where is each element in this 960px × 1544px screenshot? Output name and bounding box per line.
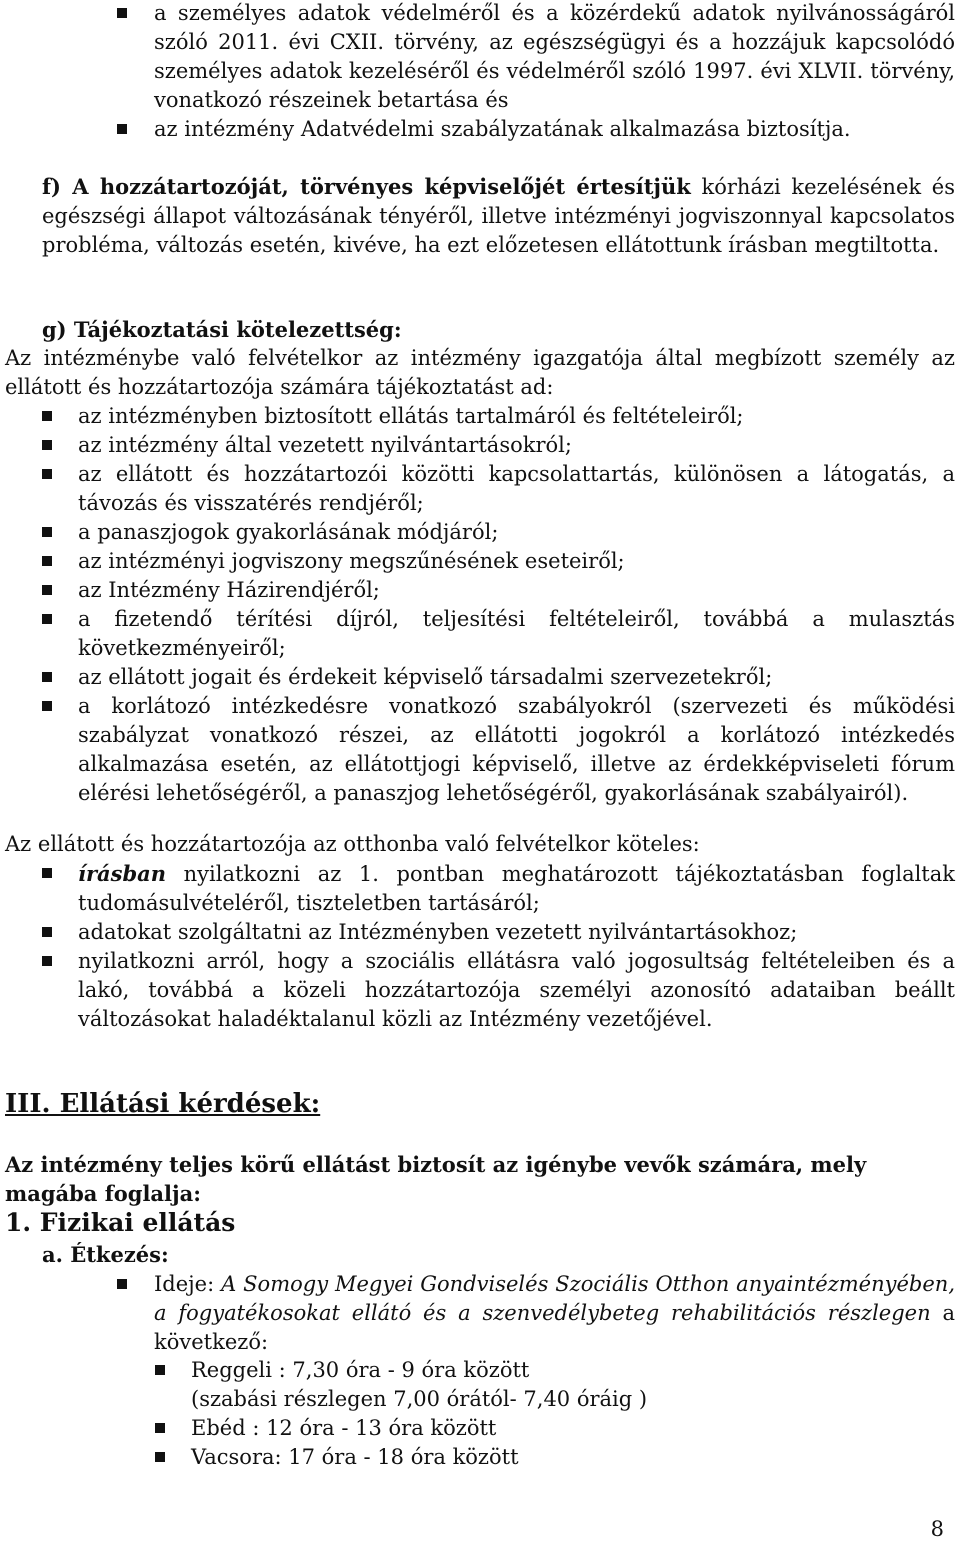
bullet-square-icon — [42, 672, 52, 682]
list-item — [155, 1414, 955, 1443]
section-g-heading: g) Tájékoztatási kötelezettség: — [42, 317, 402, 342]
list-item — [155, 1443, 955, 1472]
section-f-lead: f) A hozzátartozóját, törvényes képviselőjét értesítjük — [42, 174, 691, 199]
list-item: az intézményben biztosított ellátás tartalmáról és feltételeiről; — [42, 402, 955, 431]
page-number: 8 — [930, 1517, 944, 1541]
breakfast-note: (szabási részlegen 7,00 órától- 7,40 óráig ) — [191, 1387, 648, 1411]
meals-time-list — [117, 1270, 955, 1357]
bullet-square-icon — [42, 411, 52, 421]
bullet-square-icon — [42, 614, 52, 624]
bullet-square-icon — [42, 868, 52, 878]
bullet-square-icon — [155, 1452, 165, 1462]
bullet-square-icon — [155, 1423, 165, 1433]
section-iii-heading: III. Ellátási kérdések: — [5, 1089, 321, 1119]
list-item: a korlátozó intézkedésre vonatkozó szabályokról (szervezeti és működési szabályzat vonatkozó részei, az ellátotti jogokról a korlátozó intézkedés alkalmazása esetén, az ellátottjogi képviselő, illetve az érdekképviseleti fórum elérési lehetőségéről, a panaszjog lehetőségéről, gyakorlásának szabályairól). — [42, 692, 955, 808]
list-item: adatokat szolgáltatni az Intézményben vezetett nyilvántartásokhoz; — [42, 918, 955, 947]
obligations-intro: Az ellátott és hozzátartozója az otthonba való felvételkor köteles: — [5, 832, 700, 856]
section-g-intro: Az intézménybe való felvételkor az intézmény igazgatója által megbízott személy az ellátott és hozzátartozója számára tájékoztatást ad: — [5, 346, 955, 399]
bullet-square-icon — [155, 1365, 165, 1375]
information-list — [42, 402, 955, 808]
bullet-square-icon — [117, 8, 127, 18]
data-protection-list — [117, 0, 955, 144]
section-f-paragraph — [42, 172, 955, 260]
list-item: a panaszjogok gyakorlásának módjáról; — [42, 518, 955, 547]
bullet-square-icon — [42, 927, 52, 937]
dinner-time: Vacsora: 17 óra - 18 óra között — [191, 1445, 519, 1469]
bullet-square-icon — [42, 701, 52, 711]
list-item: az intézményi jogviszony megszűnésének eseteiről; — [42, 547, 955, 576]
bullet-square-icon — [42, 469, 52, 479]
bullet-square-icon — [42, 956, 52, 966]
list-item: nyilatkozni arról, hogy a szociális ellátásra való jogosultság feltételeiben és a lakó, továbbá a közeli hozzátartozója személyi azonosító adataiban beállt változásokat haladéktalanul közli az Intézmény vezetőjével. — [42, 947, 955, 1034]
institution-name: A Somogy Megyei Gondviselés Szociális Otthon anyaintézményében, a fogyatékosokat ellátó és a szenvedélybeteg rehabilitációs részlegen — [154, 1272, 955, 1325]
list-item: a személyes adatok védelméről és a közérdekű adatok nyilvánosságáról szóló 2011. évi CXII. törvény, az egészségügyi és a hozzájuk kapcsolódó személyes adatok kezeléséről és védelméről szóló 1997. évi XLVII. törvény, vonatkozó részeinek betartása és — [117, 0, 955, 115]
bullet-square-icon — [42, 527, 52, 537]
physical-care-heading: 1. Fizikai ellátás — [5, 1208, 236, 1237]
section-iii-intro: Az intézmény teljes körű ellátást biztosít az igénybe vevők számára, mely magába foglalja: — [5, 1152, 867, 1206]
list-item: Ideje: A Somogy Megyei Gondviselés Szociális Otthon anyaintézményében, a fogyatékosokat ellátó és a szenvedélybeteg rehabilitációs részlegen a következő: — [117, 1270, 955, 1357]
list-item: az intézmény által vezetett nyilvántartásokról; — [42, 431, 955, 460]
bullet-square-icon — [42, 585, 52, 595]
list-item: az ellátott jogait és érdekeit képviselő társadalmi szervezetekről; — [42, 663, 955, 692]
emphasis-in-writing: írásban — [78, 861, 167, 886]
obligations-list — [42, 859, 955, 1034]
bullet-square-icon — [42, 556, 52, 566]
list-item: írásban nyilatkozni az 1. pontban meghatározott tájékoztatásban foglaltak tudomásulvételéről, tiszteletben tartásáról; — [42, 859, 955, 918]
list-item: az ellátott és hozzátartozói közötti kapcsolattartás, különösen a látogatás, a távozás és visszatérés rendjéről; — [42, 460, 955, 518]
breakfast-time: Reggeli : 7,30 óra - 9 óra között — [191, 1358, 530, 1382]
bullet-square-icon — [42, 440, 52, 450]
list-item: a fizetendő térítési díjról, teljesítési feltételeiről, továbbá a mulasztás következményeiről; — [42, 605, 955, 663]
list-item: az intézmény Adatvédelmi szabályzatának alkalmazása biztosítja. — [117, 115, 955, 144]
meals-heading: a. Étkezés: — [42, 1242, 169, 1267]
lunch-time: Ebéd : 12 óra - 13 óra között — [191, 1416, 497, 1440]
meal-schedule-list — [155, 1356, 955, 1472]
bullet-square-icon — [117, 124, 127, 134]
bullet-square-icon — [117, 1279, 127, 1289]
section-f-body: kórházi kezelésének és egészségi állapot változásának tényéről, illetve intézményi jogviszonnyal kapcsolatos probléma, változás esetén, kivéve, ha ezt előzetesen ellátottunk írásban megtiltotta. — [42, 175, 955, 257]
list-item — [155, 1356, 955, 1414]
list-item: az Intézmény Házirendjéről; — [42, 576, 955, 605]
